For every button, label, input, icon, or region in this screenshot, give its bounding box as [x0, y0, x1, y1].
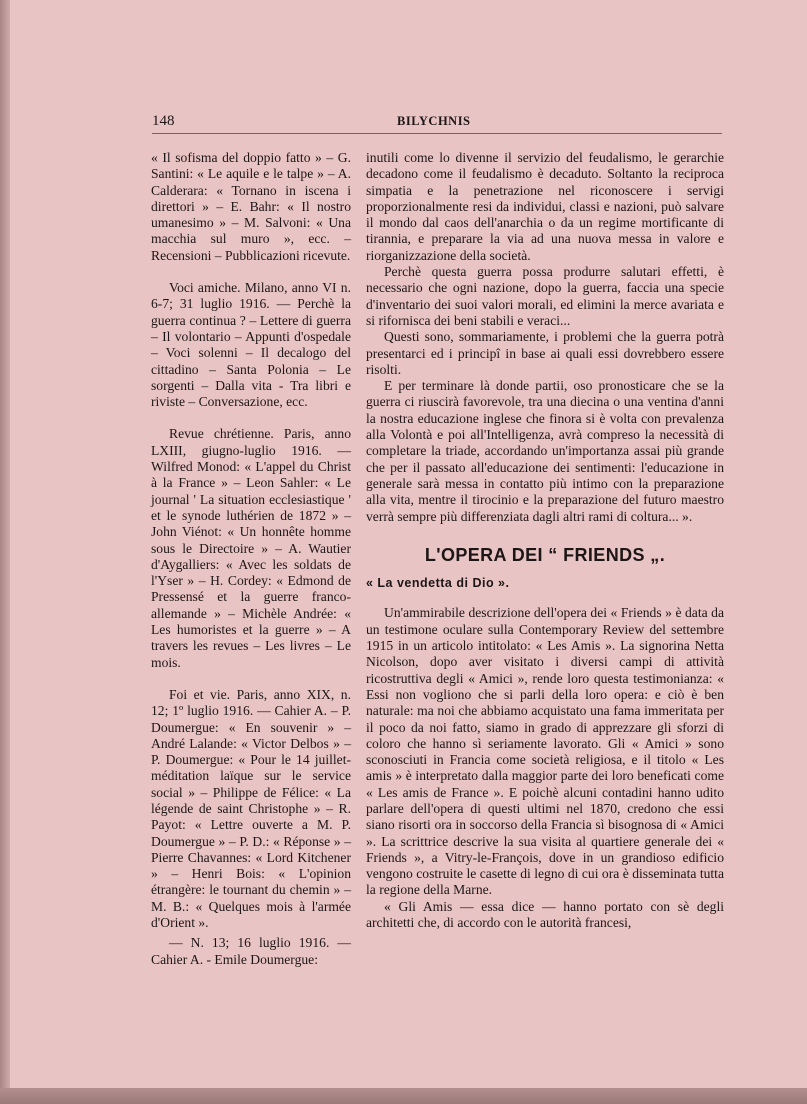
paragraph: Un'ammirabile descrizione dell'opera dei « Friends » è data da un testimone oculare sulla Contemporary Review del settembre 1915 in un articolo intitolato: « Les Amis ». La signorina Netta Nicolson, dopo aver visitato i diversi campi di attività ricostruttiva degli « Amici », rende loro questa testimonianza: « Essi non vogliono che si parli della loro opera: e ciò è ben naturale: ma noi che abbiamo acquistato una fama immeritata per il poco da noi fatto, siamo in grado di apprezzare gli sforzi di coloro che hanno sì seriamente lavorato. Gli « Amici » sono sconosciuti in Francia come società religiosa, e il titolo « Les amis » è interpretato dalla maggior parte dei loro beneficati come « Les amis de France ». E poichè alcuni contadini hanno udito parlare dell'opera di questi ultimi nel 1870, credono che essi siano risorti ora in soccorso della Francia sì bisognosa di « Amici ». La scrittrice descrive la sua visita al quartiere generale dei « Friends », a Vitry-le-François, dove in un grandioso edificio vengono costruite le casette di legno di cui ora è disseminata tutta la regione della Marne.	[366, 605, 724, 898]
periodical-entry-continued: « Il sofisma del doppio fatto » – G. Santini: « Le aquile e le talpe » – A. Calderara: « Tornano in iscena i direttori » – E. Bahr: « Il nostro umanesimo » – M. Salvoni: « Una macchia sul muro », ecc. – Recensioni – Pubblicazioni ricevute.	[151, 150, 351, 263]
periodical-entry-foi-et-vie-n13: — N. 13; 16 luglio 1916. — Cahier A. - Emile Doumergue:	[151, 935, 351, 967]
running-title: BILYCHNIS	[397, 114, 471, 128]
paragraph: Perchè questa guerra possa produrre salutari effetti, è necessario che ogni nazione, dopo la guerra, faccia una specie d'inventario dei suoi valori morali, ed elimini la merce avariata e si rifornisca dei beni stabili e veraci...	[366, 264, 724, 328]
paragraph: inutili come lo divenne il servizio del feudalismo, le gerarchie decadono come il feudalismo è decaduto. Soltanto la reciproca simpatia e la penetrazione nel riconoscere i servigi proporzionalmente resi da individui, classi e nazioni, può salvare il mondo dal caos dell'anarchia o da un regime mortificante di tirannia, e preparare la via ad una nuova messa in valore e riorganizzazione della società.	[366, 150, 724, 263]
left-column	[151, 150, 351, 968]
page-header	[152, 113, 722, 135]
header-rule	[152, 133, 722, 134]
section-subheading: « La vendetta di Dio ».	[366, 576, 510, 591]
periodical-entry-voci-amiche: Voci amiche. Milano, anno VI n. 6-7; 31 luglio 1916. — Perchè la guerra continua ? – Lettere di guerra – Il volontario – Appunti d'ospedale – Voci solenni – Il decalogo del cittadino – Santa Polonia – Le sorgenti – Dalla vita - Tra libri e riviste – Conversazione, ecc.	[151, 280, 351, 410]
right-column	[366, 150, 724, 931]
paragraph: E per terminare là donde partii, oso pronosticare che se la guerra ci riuscirà favorevole, tra una diecina o una ventina d'anni la nostra educazione inglese che finora si è volta con prevalenza alla Volontà e poi all'Intelligenza, avrà compreso la necessità di completare la triade, accordando un'importanza assai più grande che per il passato all'educazione dei sentimenti: l'educazione in generale sarà messa in contatto più intimo con la preparazione alla vita, mentre il tirocinio e la preparazione del futuro maestro verrà sempre più differenziata dagli altri rami di coltura... ».	[366, 378, 724, 524]
page-bottom-shadow	[0, 1088, 807, 1104]
periodical-entry-foi-et-vie: Foi et vie. Paris, anno XIX, n. 12; 1º luglio 1916. — Cahier A. – P. Doumergue: « En souvenir » – André Lalande: « Victor Delbos » – P. Doumergue: « Pour le 14 juillet-méditation laïque sur le service social » – Philippe de Félice: « La légende de saint Christophe » – R. Payot: « Lettre ouverte a M. P. Doumergue » – P. D.: « Réponse » – Pierre Chavannes: « Lord Kitchener » – Henri Bois: « L'opinion étrangère: le tournant du chemin » – M. B.: « Quelques mois à l'armée d'Orient ».	[151, 686, 351, 931]
page-number: 148	[152, 113, 175, 129]
section-title: L'OPERA DEI “ FRIENDS „.	[424, 544, 666, 565]
paragraph: « Gli Amis — essa dice — hanno portato con sè degli architetti che, di accordo con le autorità francesi,	[366, 898, 724, 931]
page-edge	[0, 0, 10, 1104]
paragraph: Questi sono, sommariamente, i problemi che la guerra potrà presentarci ed i principî in base ai quali essi dovrebbero essere risolti.	[366, 329, 724, 377]
periodical-entry-revue-chretienne: Revue chrétienne. Paris, anno LXIII, giugno-luglio 1916. — Wilfred Monod: « L'appel du Christ à la France » – Leon Sahler: « Le journal ' La situation ecclesiastique ' et le synode luthérien de 1872 » – John Viénot: « Un honnête homme sous le Directoire » – A. Wautier d'Aygalliers: « Avec les soldats de l'Yser » – H. Cordey: « Edmond de Pressensé et la guerre franco-allemande » – Michèle Andrée: « Les humoristes et la guerre » – A travers les revues – Les livres – Le mois.	[151, 426, 351, 670]
